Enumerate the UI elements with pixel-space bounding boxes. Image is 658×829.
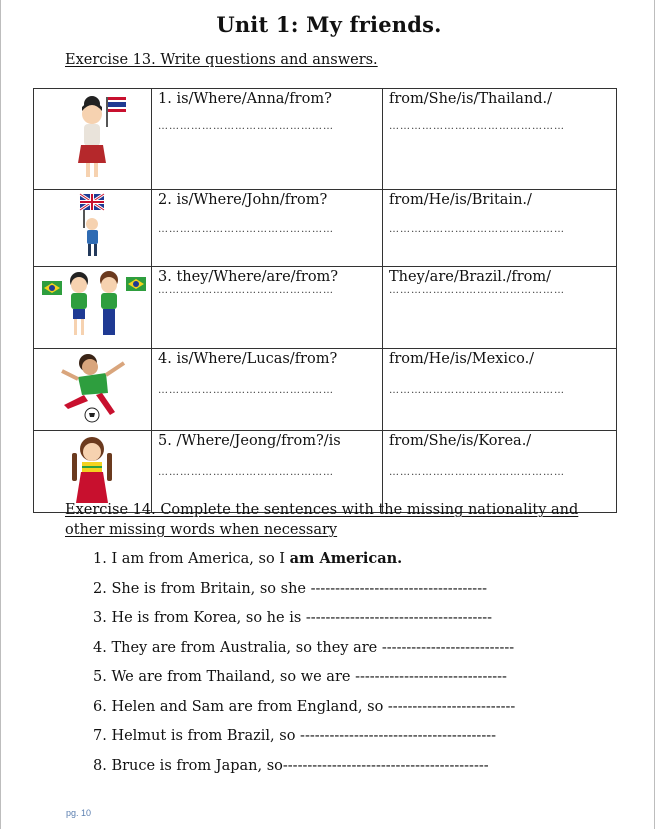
- question-text: 2. is/Where/John/from?: [158, 192, 328, 208]
- sentence-item[interactable]: 4. They are from Australia, so they are ---------------------------: [93, 639, 515, 656]
- page-number: pg. 10: [66, 808, 92, 818]
- table-row: [34, 190, 617, 267]
- question-cell: [152, 190, 383, 267]
- table-row: [34, 89, 617, 190]
- answer-cell: [383, 190, 617, 267]
- picture-cell: [34, 89, 152, 190]
- sentence-item[interactable]: 3. He is from Korea, so he is --------------------------------------: [93, 610, 493, 626]
- exercise-13-table: [33, 88, 617, 513]
- answer-blank[interactable]: …………………………………………: [389, 121, 565, 132]
- answer-blank[interactable]: …………………………………………: [158, 224, 334, 235]
- girl-in-hanbok-icon: [34, 431, 151, 508]
- girl-with-thailand-flag-icon: [34, 89, 151, 185]
- picture-cell: [34, 349, 152, 431]
- boy-with-uk-flag-icon: [34, 190, 151, 262]
- answer-prompt-text: They/are/Brazil./from/: [389, 269, 552, 285]
- sentence-text: 1. I am from America, so I: [93, 551, 290, 567]
- page-title: Unit 1: My friends.: [216, 12, 442, 37]
- answer-cell: [383, 89, 617, 190]
- page-left-border: [0, 0, 1, 829]
- question-cell: [152, 267, 383, 349]
- answer-blank[interactable]: …………………………………………: [158, 385, 334, 396]
- sentence-item[interactable]: 6. Helen and Sam are from England, so --------------------------: [93, 698, 516, 715]
- question-cell: [152, 349, 383, 431]
- sentence-item[interactable]: 8. Bruce is from Japan, so------------------------------------------: [93, 757, 489, 774]
- page-right-border: [654, 0, 655, 829]
- picture-cell: [34, 190, 152, 267]
- answer-blank[interactable]: …………………………………………: [389, 385, 565, 396]
- question-text: 1. is/Where/Anna/from?: [158, 91, 332, 107]
- answer-blank[interactable]: …………………………………………: [389, 285, 565, 296]
- answer-prompt-text: from/She/is/Thailand./: [389, 91, 553, 107]
- sentence-item[interactable]: 5. We are from Thailand, so we are -------------------------------: [93, 669, 507, 685]
- children-with-brazil-flags-icon: [34, 267, 151, 344]
- answer-blank[interactable]: …………………………………………: [389, 467, 565, 478]
- exercise-13-heading: Exercise 13. Write questions and answers.: [65, 52, 378, 68]
- answer-prompt-text: from/She/is/Korea./: [389, 433, 532, 449]
- sentence-item[interactable]: 7. Helmut is from Brazil, so ----------------------------------------: [93, 728, 497, 744]
- answer-prompt-text: from/He/is/Mexico./: [389, 351, 535, 367]
- sentence-item[interactable]: 2. She is from Britain, so she ------------------------------------: [93, 580, 487, 597]
- answer-cell: [383, 267, 617, 349]
- answer-prompt-text: from/He/is/Britain./: [389, 192, 532, 208]
- exercise-14-heading: Exercise 14. Complete the sentences with the missing nationality and other missing words when necessary: [65, 502, 579, 538]
- boy-playing-football-icon: [34, 349, 151, 426]
- sentence-item: [93, 549, 515, 579]
- answer-blank[interactable]: …………………………………………: [158, 121, 334, 132]
- picture-cell: [34, 267, 152, 349]
- answer-blank[interactable]: …………………………………………: [158, 285, 334, 296]
- example-answer: am American.: [289, 550, 403, 567]
- answer-blank[interactable]: …………………………………………: [158, 467, 334, 478]
- question-text: 4. is/Where/Lucas/from?: [158, 351, 338, 367]
- question-cell: [152, 89, 383, 190]
- exercise-14-sentences: [93, 549, 515, 785]
- answer-cell: [383, 349, 617, 431]
- table-row: [34, 349, 617, 431]
- question-text: 3. they/Where/are/from?: [158, 269, 339, 285]
- answer-blank[interactable]: …………………………………………: [389, 224, 565, 235]
- question-text: 5. /Where/Jeong/from?/is: [158, 433, 341, 449]
- table-row: [34, 267, 617, 349]
